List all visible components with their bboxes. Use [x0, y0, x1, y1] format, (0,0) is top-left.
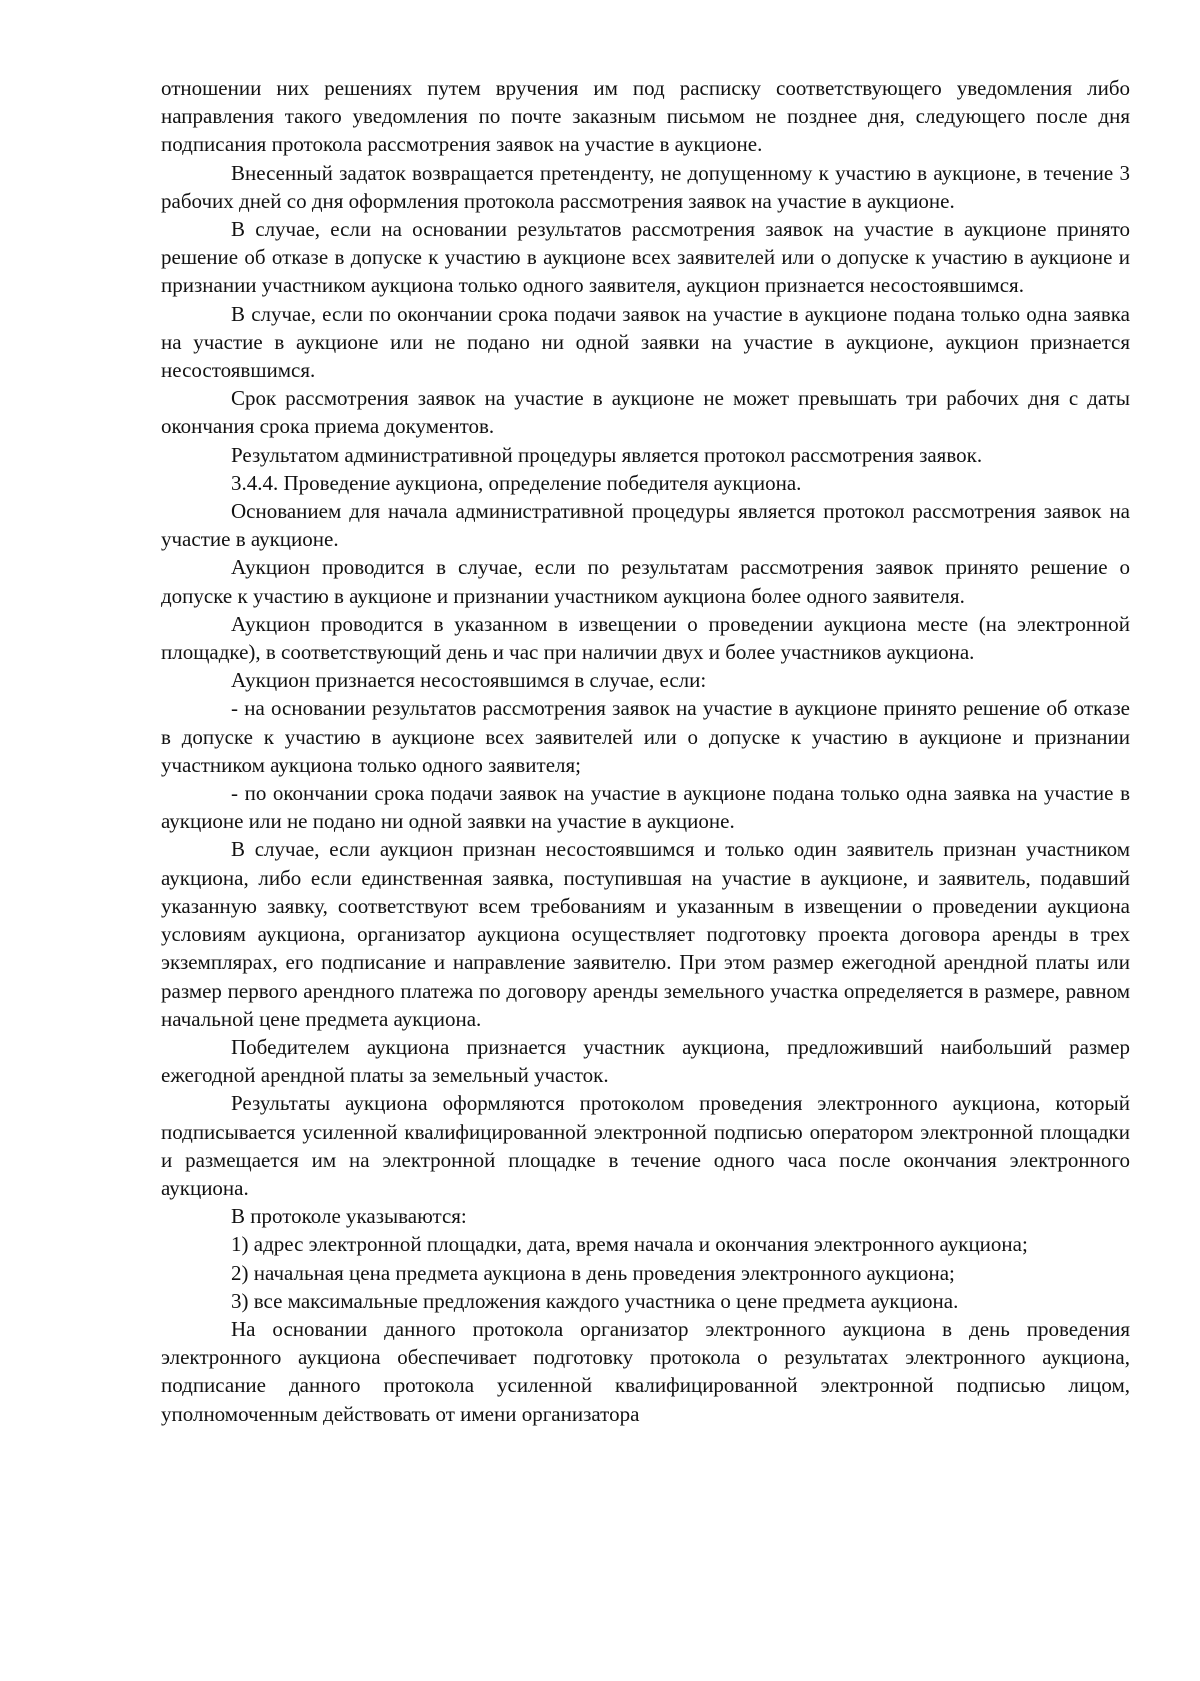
- paragraph-auction-failed-single-bid: В случае, если по окончании срока подачи заявок на участие в аукционе подана только одна заявка на участие в аукционе или не подано ни одной заявки на участие в аукционе, аукцион признается несостоявшимся.: [161, 301, 1130, 383]
- section-heading-3-4-4: 3.4.4. Проведение аукциона, определение победителя аукциона.: [231, 470, 802, 495]
- paragraph-single-participant-contract: В случае, если аукцион признан несостоявшимся и только один заявитель признан участником аукциона, либо если единственная заявка, поступившая на участие в аукционе, и заявитель, подавший указанную заявку, соответствуют всем требованиям и указанным в извещении о проведении аукциона условиям аукциона, организатор аукциона осуществляет подготовку проекта договора аренды в трех экземплярах, его подписание и направление заявителю. При этом размер ежегодной арендной платы или размер первого арендного платежа по договору аренды земельного участка определяется в размере, равном начальной цене предмета аукциона.: [161, 837, 1130, 1031]
- paragraph-protocol-contents: В протоколе указываются:: [231, 1204, 467, 1229]
- list-item-failed-single-bid: - по окончании срока подачи заявок на участие в аукционе подана только одна заявка на участие в аукционе или не подано ни одной заявки на участие в аукционе.: [161, 781, 1130, 834]
- paragraph-procedure-result: Результатом административной процедуры является протокол рассмотрения заявок.: [231, 442, 983, 467]
- paragraph-failed-if: Аукцион признается несостоявшимся в случае, если:: [231, 668, 707, 693]
- paragraph-deposit-return: Внесенный задаток возвращается претенденту, не допущенному к участию в аукционе, в течение 3 рабочих дней со дня оформления протокола рассмотрения заявок на участие в аукционе.: [161, 160, 1130, 213]
- paragraph-winner: Победителем аукциона признается участник аукциона, предложивший наибольший размер ежегодной арендной платы за земельный участок.: [161, 1034, 1130, 1088]
- paragraph-auction-protocol: Результаты аукциона оформляются протоколом проведения электронного аукциона, который подписывается усиленной квалифицированной электронной подписью оператором электронной площадки и размещается им на электронной площадке в течение одного часа после окончания электронного аукциона.: [161, 1091, 1130, 1200]
- paragraph-procedure-basis: Основанием для начала административной процедуры является протокол рассмотрения заявок на участие в аукционе.: [161, 499, 1130, 552]
- list-item-protocol-2: 2) начальная цена предмета аукциона в день проведения электронного аукциона;: [231, 1260, 955, 1285]
- paragraph-results-protocol: На основании данного протокола организатор электронного аукциона в день проведения электронного аукциона обеспечивает подготовку протокола о результатах электронного аукциона, подписание данного протокола усиленной квалифицированной электронной подписью лицом, уполномоченным действовать от имени организатора: [161, 1316, 1130, 1426]
- paragraph-auction-place: Аукцион проводится в указанном в извещении о проведении аукциона месте (на электронной площадке), в соответствующий день и час при наличии двух и более участников аукциона.: [161, 611, 1130, 665]
- paragraph-review-period: Срок рассмотрения заявок на участие в аукционе не может превышать три рабочих дня с даты окончания срока приема документов.: [161, 386, 1130, 439]
- list-item-failed-rejection: - на основании результатов рассмотрения заявок на участие в аукционе принято решение об отказе в допуске к участию в аукционе всех заявителей или о допуске к участию в аукционе и признании участником аукциона только одного заявителя;: [161, 696, 1130, 777]
- document-body: [161, 74, 1130, 1428]
- paragraph-auction-failed-rejection: В случае, если на основании результатов рассмотрения заявок на участие в аукционе принято решение об отказе в допуске к участию в аукционе всех заявителей или о допуске к участию в аукционе и признании участником аукциона только одного заявителя, аукцион признается несостоявшимся.: [161, 217, 1130, 298]
- paragraph-continuation: отношении них решениях путем вручения им под расписку соответствующего уведомления либо направления такого уведомления по почте заказным письмом не позднее дня, следующего после дня подписания протокола рассмотрения заявок на участие в аукционе.: [161, 76, 1130, 157]
- list-item-protocol-3: 3) все максимальные предложения каждого участника о цене предмета аукциона.: [231, 1288, 959, 1313]
- list-item-protocol-1: 1) адрес электронной площадки, дата, время начала и окончания электронного аукциона;: [231, 1232, 1028, 1257]
- paragraph-auction-held-condition: Аукцион проводится в случае, если по результатам рассмотрения заявок принято решение о допуске к участию в аукционе и признании участником аукциона более одного заявителя.: [161, 555, 1130, 608]
